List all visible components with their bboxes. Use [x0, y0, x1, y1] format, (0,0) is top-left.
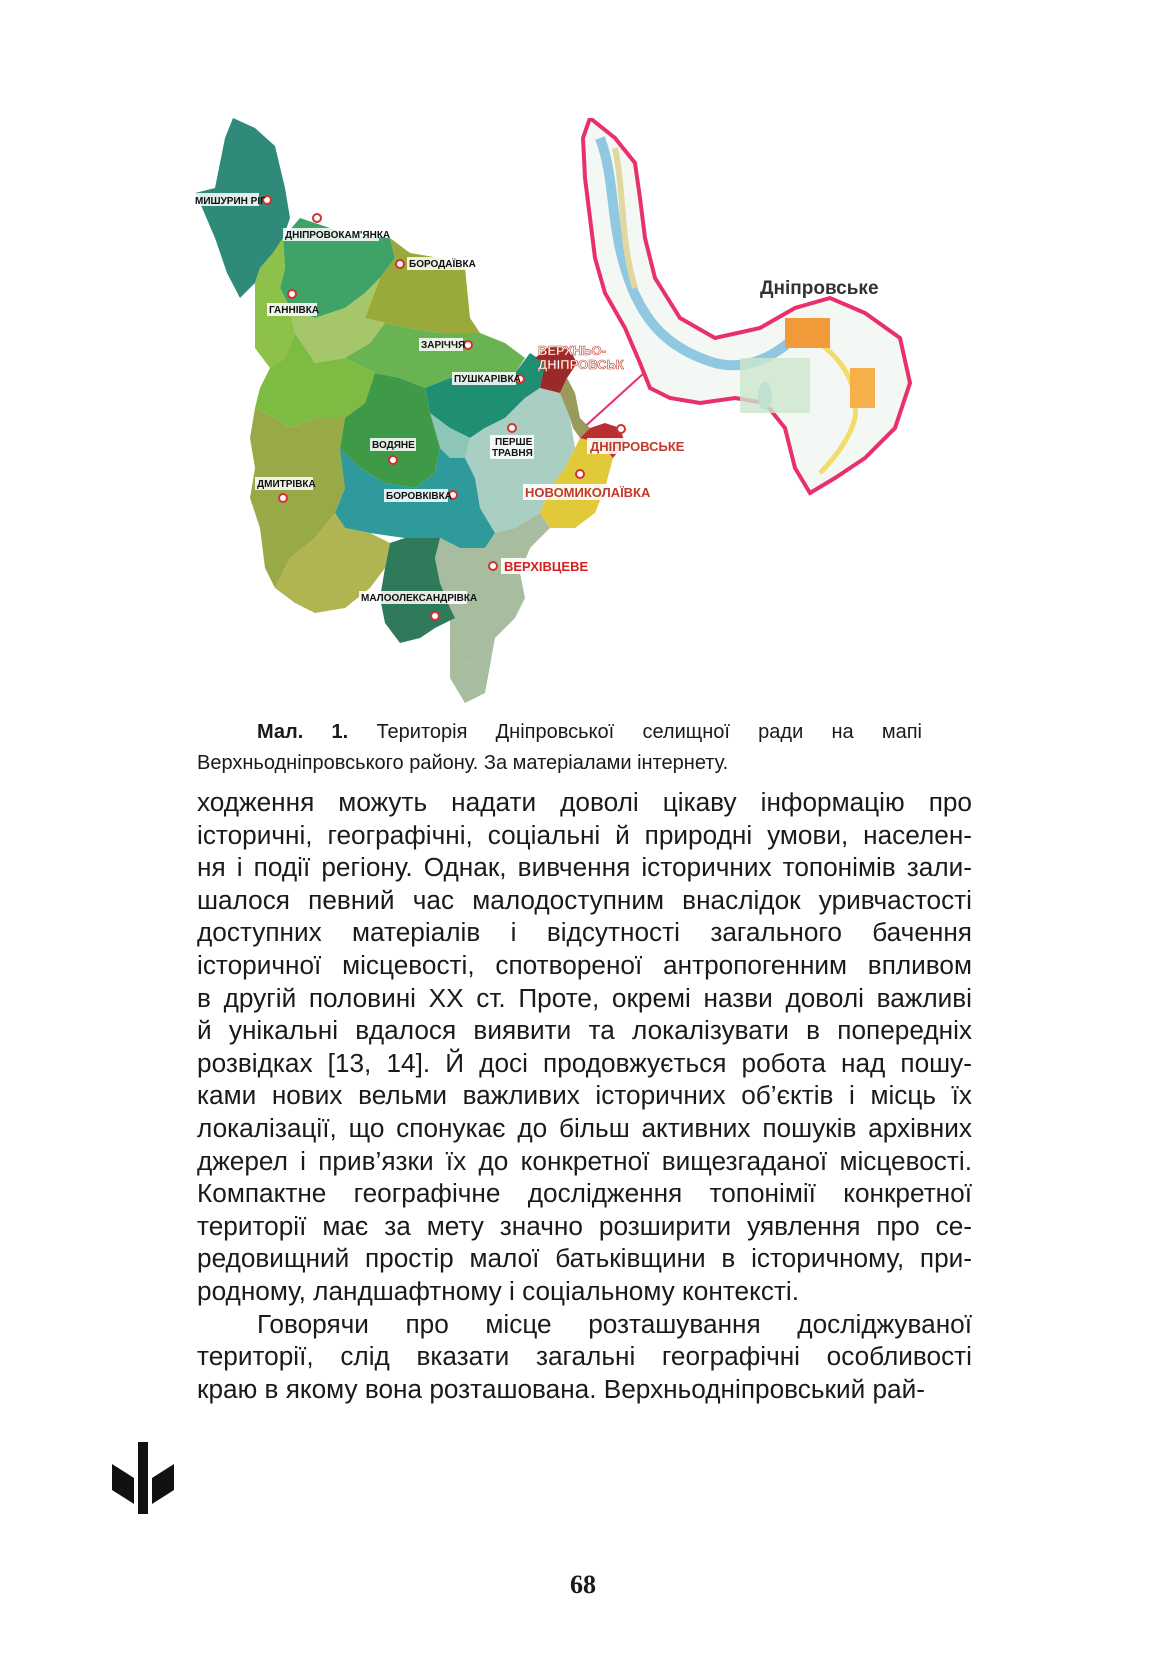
village-marker	[313, 214, 321, 222]
body-line: Говорячи про місце розташування досліджуваної	[257, 1308, 972, 1339]
village-pushkarivka	[452, 372, 524, 385]
village-label: НОВОМИКОЛАЇВКА	[525, 485, 651, 500]
village-label: ВОДЯНЕ	[372, 440, 415, 451]
body-line: редовищний простір малої батьківщини в історичному, при-	[197, 1243, 972, 1274]
body-line: й унікальні вдалося виявити та локалізувати в попередніх	[197, 1015, 972, 1046]
village-borovkivka	[384, 489, 457, 502]
village-label: ВЕРХНЬО-	[538, 343, 606, 358]
village-label: ТРАВНЯ	[492, 448, 533, 459]
village-marker	[617, 425, 625, 433]
village-label: ЗАРІЧЧЯ	[421, 340, 466, 351]
body-line: розвідках [13, 14]. Й досі продовжується робота над пошу-	[197, 1047, 972, 1078]
village-label: БОРОДАЇВКА	[409, 259, 476, 270]
body-line: історичної місцевості, спотвореної антропогенним впливом	[197, 949, 972, 980]
caption-text-1: Територія Дніпровської селищної ради на мапі	[376, 721, 923, 743]
village-mishurin-rig	[195, 193, 271, 207]
body-line: в другій половині ХХ ст. Проте, окремі назви доволі важливі	[197, 982, 972, 1013]
body-line: Компактне географічне дослідження топонімії конкретної	[197, 1178, 972, 1209]
village-label: ДНІПРОВСЬКЕ	[590, 439, 685, 454]
village-marker	[389, 456, 397, 464]
body-line: локалізації, що спонукає до більш активних пошуків архівних	[197, 1112, 972, 1143]
village-label: БОРОВКІВКА	[386, 491, 452, 502]
body-line: джерел і прив’язки їх до конкретної вищезгаданої місцевості.	[197, 1145, 972, 1176]
inset-green-area	[740, 358, 810, 413]
inset-title: Дніпровське	[760, 278, 879, 299]
body-text	[197, 786, 972, 1405]
body-line: доступних матеріалів і відсутності загального бачення	[197, 917, 972, 948]
village-zarichchia	[419, 338, 472, 351]
village-borodaivka	[396, 257, 476, 270]
caption-text-2: Верхньодніпровського району. За матеріалами інтернету.	[197, 752, 729, 774]
body-line: родному, ландшафтному і соціальному контексті.	[197, 1275, 800, 1306]
village-label: МАЛООЛЕКСАНДРІВКА	[361, 593, 478, 604]
body-line: шалося певний час малодоступним внаслідок уривчастості	[197, 884, 972, 915]
village-label: ПЕРШЕ	[495, 437, 533, 448]
village-label: ДМИТРІВКА	[257, 479, 316, 490]
village-verkhnodniprovsk	[538, 343, 624, 372]
village-verkhivtseve	[489, 558, 589, 574]
village-label: ДНІПРОВСЬК	[538, 357, 624, 372]
village-marker	[431, 612, 439, 620]
village-marker	[508, 424, 516, 432]
body-line: території має за мету значно розширити уявлення про се-	[197, 1210, 972, 1241]
village-label: ГАННІВКА	[269, 305, 320, 316]
village-marker	[464, 341, 472, 349]
body-line: ками нових вельми важливих історичних об’єктів і місць їх	[197, 1080, 972, 1111]
village-marker	[396, 260, 404, 268]
village-marker	[288, 290, 296, 298]
village-marker	[576, 470, 584, 478]
body-line: історичні, географічні, соціальні й природні умови, населен-	[197, 819, 972, 850]
caption-line-1	[197, 717, 922, 748]
village-label: ДНІПРОВОКАМ'ЯНКА	[285, 230, 391, 241]
figure-caption	[197, 717, 922, 779]
inset-border	[583, 118, 910, 493]
caption-label: Мал. 1.	[257, 721, 349, 743]
village-label: ПУШКАРІВКА	[454, 374, 521, 385]
body-line: краю в якому вона розташована. Верхньодніпровський рай-	[197, 1373, 925, 1404]
body-line: території, слід вказати загальні географічні особливості	[197, 1341, 972, 1372]
village-marker	[489, 562, 497, 570]
body-line: ходження можуть надати доволі цікаву інформацію про	[197, 787, 972, 817]
inset-map	[583, 118, 910, 493]
inset-town-east	[850, 368, 875, 408]
district-map	[195, 118, 970, 703]
body-line: ня і події регіону. Однак, вивчення історичних топонімів зали-	[197, 852, 972, 883]
page-ornament-icon	[112, 1442, 174, 1514]
village-label: МИШУРИН РІГ	[195, 196, 266, 207]
inset-town-core	[785, 318, 830, 348]
village-label: ВЕРХІВЦЕВЕ	[504, 559, 589, 574]
page-number: 68	[570, 1570, 596, 1599]
village-marker	[279, 494, 287, 502]
